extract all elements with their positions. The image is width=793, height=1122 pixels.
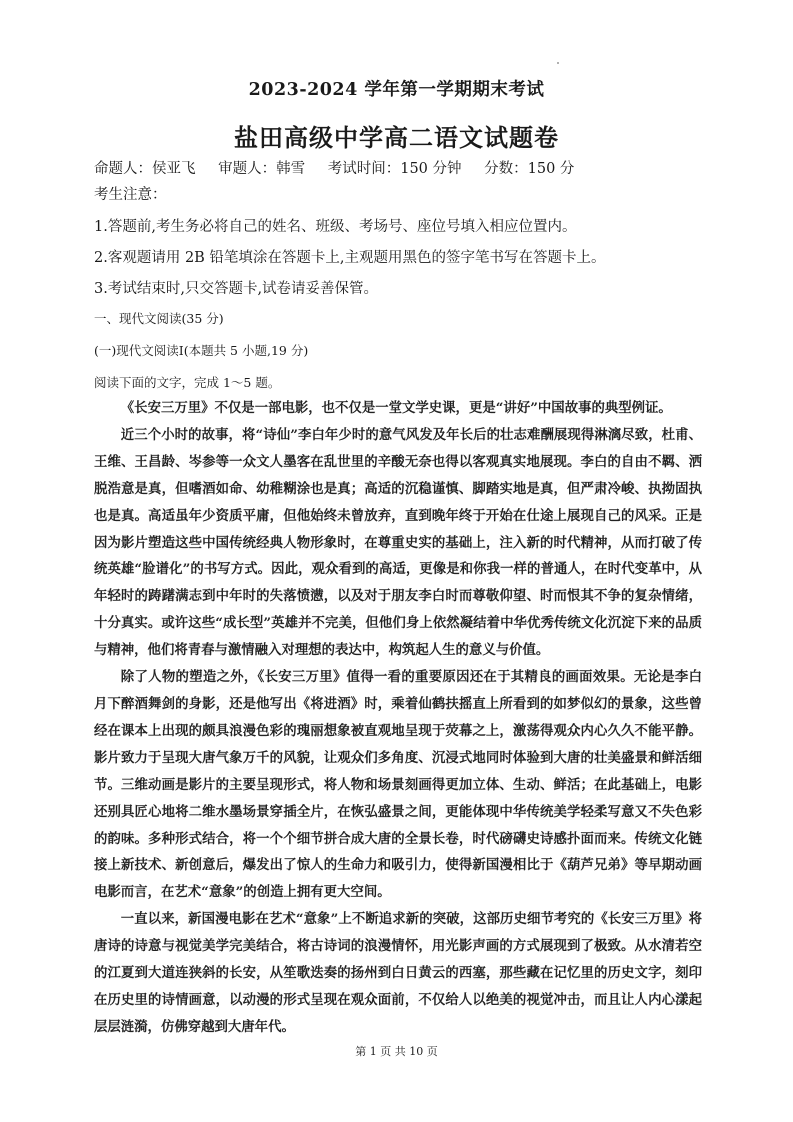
setter: 命题人：侯亚飞 [94,161,196,177]
total-score: 分数：150 分 [484,161,575,177]
reading-instruction: 阅读下面的文字，完成 1～5 题。 [94,375,281,390]
subsection-heading: (一)现代文阅读Ⅰ(本题共 5 小题,19 分) [94,343,309,358]
notice-item: 2.客观题请用 2B 铅笔填涂在答题卡上,主观题用黑色的签字笔书写在答题卡上。 [94,250,606,266]
reviewer: 审题人：韩雪 [218,161,306,177]
exam-title: 2023-2024 学年第一学期期末考试 [248,80,545,100]
scan-dot [557,62,559,64]
reading-passage [94,395,702,1041]
notice-item: 3.考试结束时,只交答题卡,试卷请妥善保管。 [94,281,379,297]
passage-paragraph: 《长安三万里》不仅是一部电影，也不仅是一堂文学史课，更是“讲好”中国故事的典型例证。 [120,400,672,416]
exam-meta [94,157,592,178]
passage-paragraph: 一直以来，新国漫电影在艺术“意象”上不断追求新的突破，这部历史细节考究的《长安三万里》将唐诗的诗意与视觉美学完美结合，将古诗词的浪漫情怀，用光影声画的方式展现到了极致。从水清若空的江夏到大道连狭斜的长安，从笙歌迭奏的扬州到白日黄云的西塞，那些藏在记忆里的历史文字，刻印在历史里的诗情画意，以动漫的形式呈现在观众面前，不仅给人以绝美的视觉冲击，而且让人内心漾起层层涟漪，仿佛穿越到大唐年代。 [94,911,702,1035]
notice-item: 1.答题前,考生务必将自己的姓名、班级、考场号、座位号填入相应位置内。 [94,219,577,235]
exam-time: 考试时间：150 分钟 [327,161,462,177]
page-footer: 第 1 页 共 10 页 [355,1045,438,1058]
passage-paragraph: 近三个小时的故事，将“诗仙”李白年少时的意气风发及年长后的壮志难酬展现得淋漓尽致，杜甫、王维、王昌龄、岑参等一众文人墨客在乱世里的辛酸无奈也得以客观真实地展现。李白的自由不羁、洒脱浩意是真，但嗜酒如命、幼稚糊涂也是真；高适的沉稳谨慎、脚踏实地是真，但严肃冷峻、执拗固执也是真。高适虽年少资质平庸，但他始终未曾放弃，直到晚年终于开始在仕途上展现自己的风采。正是因为影片塑造这些中国传统经典人物形象时，在尊重史实的基础上，注入新的时代精神，从而打破了传统英雄“脸谱化”的书写方式。因此，观众看到的高适，更像是和你我一样的普通人，在时代变革中，从年轻时的踌躇满志到中年时的失落愤懑，以及对于朋友李白时而尊敬仰望、时而恨其不争的复杂情绪，十分真实。或许这些“成长型”英雄并不完美，但他们身上依然凝结着中华优秀传统文化沉淀下来的品质与精神，他们将青春与激情融入对理想的表达中，构筑起人生的意义与价值。 [94,426,702,659]
paper-title: 盐田高级中学高二语文试题卷 [234,123,559,152]
section-heading: 一、现代文阅读(35 分) [94,311,224,326]
notice-heading: 考生注意： [94,187,167,203]
passage-paragraph: 除了人物的塑造之外，《长安三万里》值得一看的重要原因还在于其精良的画面效果。无论是李白月下醉酒舞剑的身影，还是他写出《将进酒》时，乘着仙鹤扶摇直上所看到的如梦似幻的景象，这些曾经在课本上出现的颇具浪漫色彩的瑰丽想象被直观地呈现于荧幕之上，激荡得观众内心久久不能平静。影片致力于呈现大唐气象万千的风貌，让观众们多角度、沉浸式地同时体验到大唐的壮美盛景和鲜活细节。三维动画是影片的主要呈现形式，将人物和场景刻画得更加立体、生动、鲜活；在此基础上，电影还别具匠心地将二维水墨场景穿插全片，在恢弘盛景之间，更能体现中华传统美学轻柔写意又不失色彩的韵味。多种形式结合，将一个个细节拼合成大唐的全景长卷，时代磅礴史诗感扑面而来。传统文化链接上新技术、新创意后，爆发出了惊人的生命力和吸引力，使得新国漫相比于《葫芦兄弟》等早期动画电影而言，在艺术“意象”的创造上拥有更大空间。 [94,669,702,901]
